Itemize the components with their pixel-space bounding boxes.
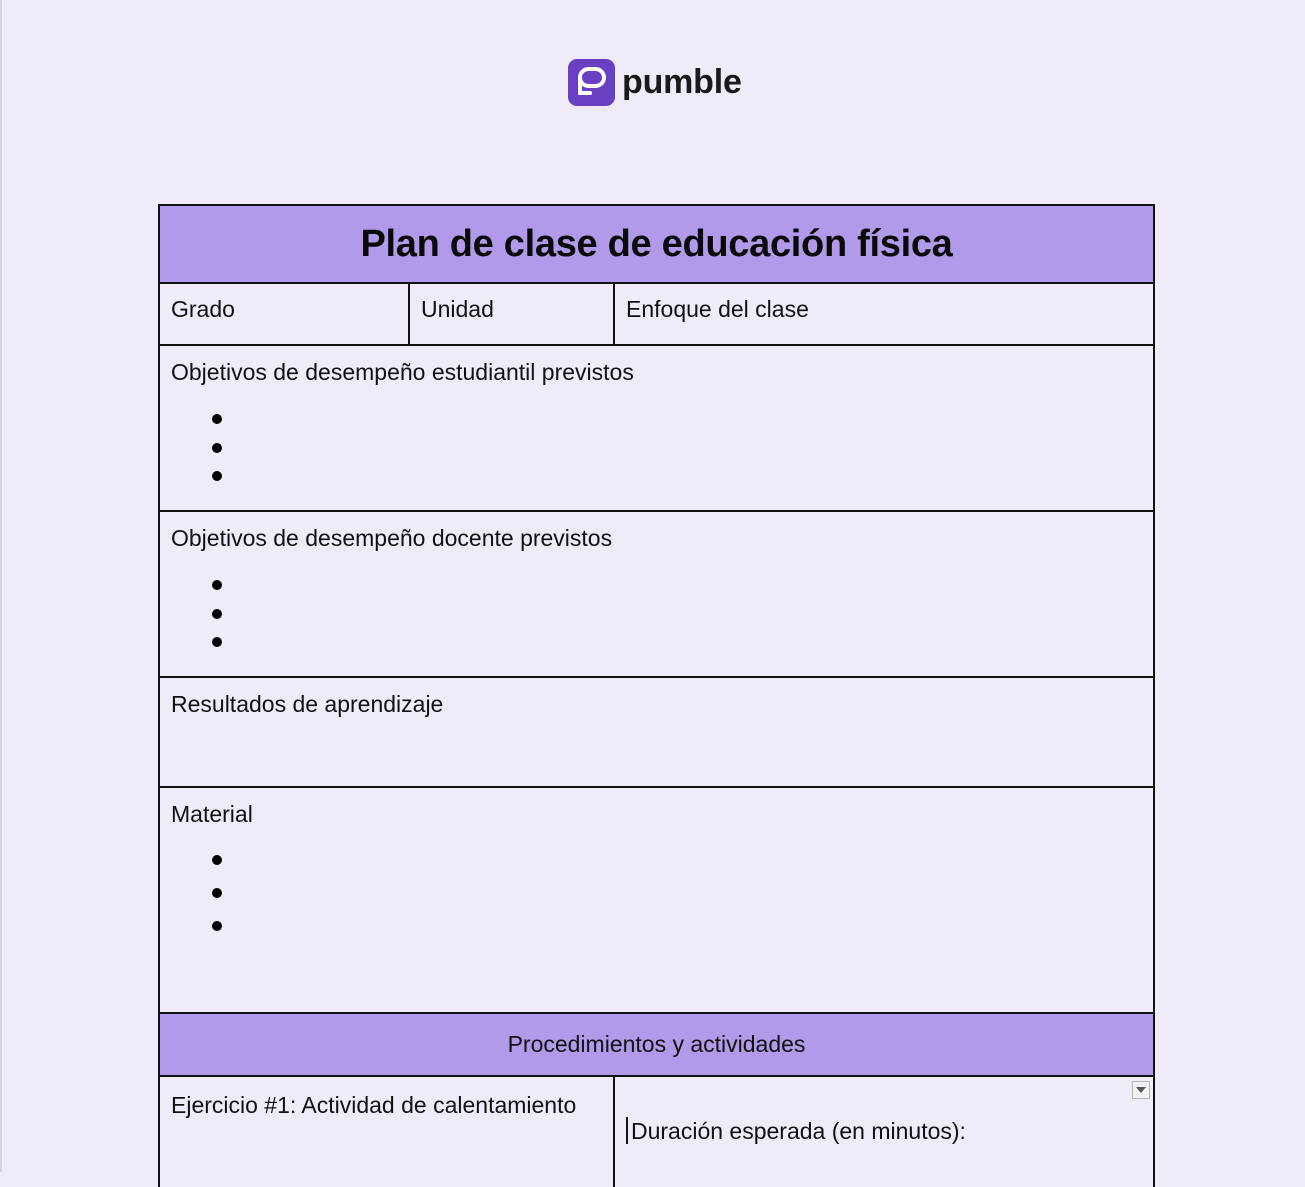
duration-label: Duración esperada (en minutos): [631,1118,966,1144]
materials-section[interactable] [160,788,1153,1014]
list-bullet[interactable] [212,855,222,865]
exercise-row [160,1077,1153,1187]
procedures-heading-text[interactable]: Procedimientos y actividades [507,1031,806,1057]
student-objectives-section[interactable] [160,346,1153,512]
student-objectives-list [171,414,1142,481]
list-bullet[interactable] [212,609,222,619]
list-bullet[interactable] [212,888,222,898]
exercise-1-label[interactable]: Ejercicio #1: Actividad de calentamiento [160,1077,615,1187]
learning-outcomes-label: Resultados de aprendizaje [171,691,444,717]
teacher-objectives-section[interactable] [160,512,1153,678]
info-row [160,284,1153,346]
learning-outcomes-section[interactable] [160,678,1153,788]
lesson-plan-table [158,204,1155,1187]
materials-list [171,855,1142,931]
duration-cell[interactable] [615,1077,1153,1187]
list-bullet[interactable] [212,637,222,647]
list-bullet[interactable] [212,471,222,481]
pumble-logo [568,58,742,106]
materials-label: Material [171,801,253,827]
list-bullet[interactable] [212,580,222,590]
unit-cell[interactable]: Unidad [410,284,615,344]
list-bullet[interactable] [212,414,222,424]
list-bullet[interactable] [212,443,222,453]
focus-cell[interactable]: Enfoque del clase [626,296,809,322]
teacher-objectives-list [171,580,1142,647]
procedures-heading [160,1014,1153,1077]
title-row [160,206,1153,284]
student-objectives-label: Objetivos de desempeño estudiantil previstos [171,359,634,385]
grade-cell[interactable]: Grado [160,284,410,344]
pumble-logo-icon [568,59,615,106]
list-bullet[interactable] [212,921,222,931]
text-cursor [626,1117,628,1144]
dropdown-arrow-icon[interactable] [1132,1081,1150,1099]
teacher-objectives-label: Objetivos de desempeño docente previstos [171,525,613,551]
document-title[interactable]: Plan de clase de educación física [360,222,953,265]
pumble-wordmark: pumble [622,63,742,101]
